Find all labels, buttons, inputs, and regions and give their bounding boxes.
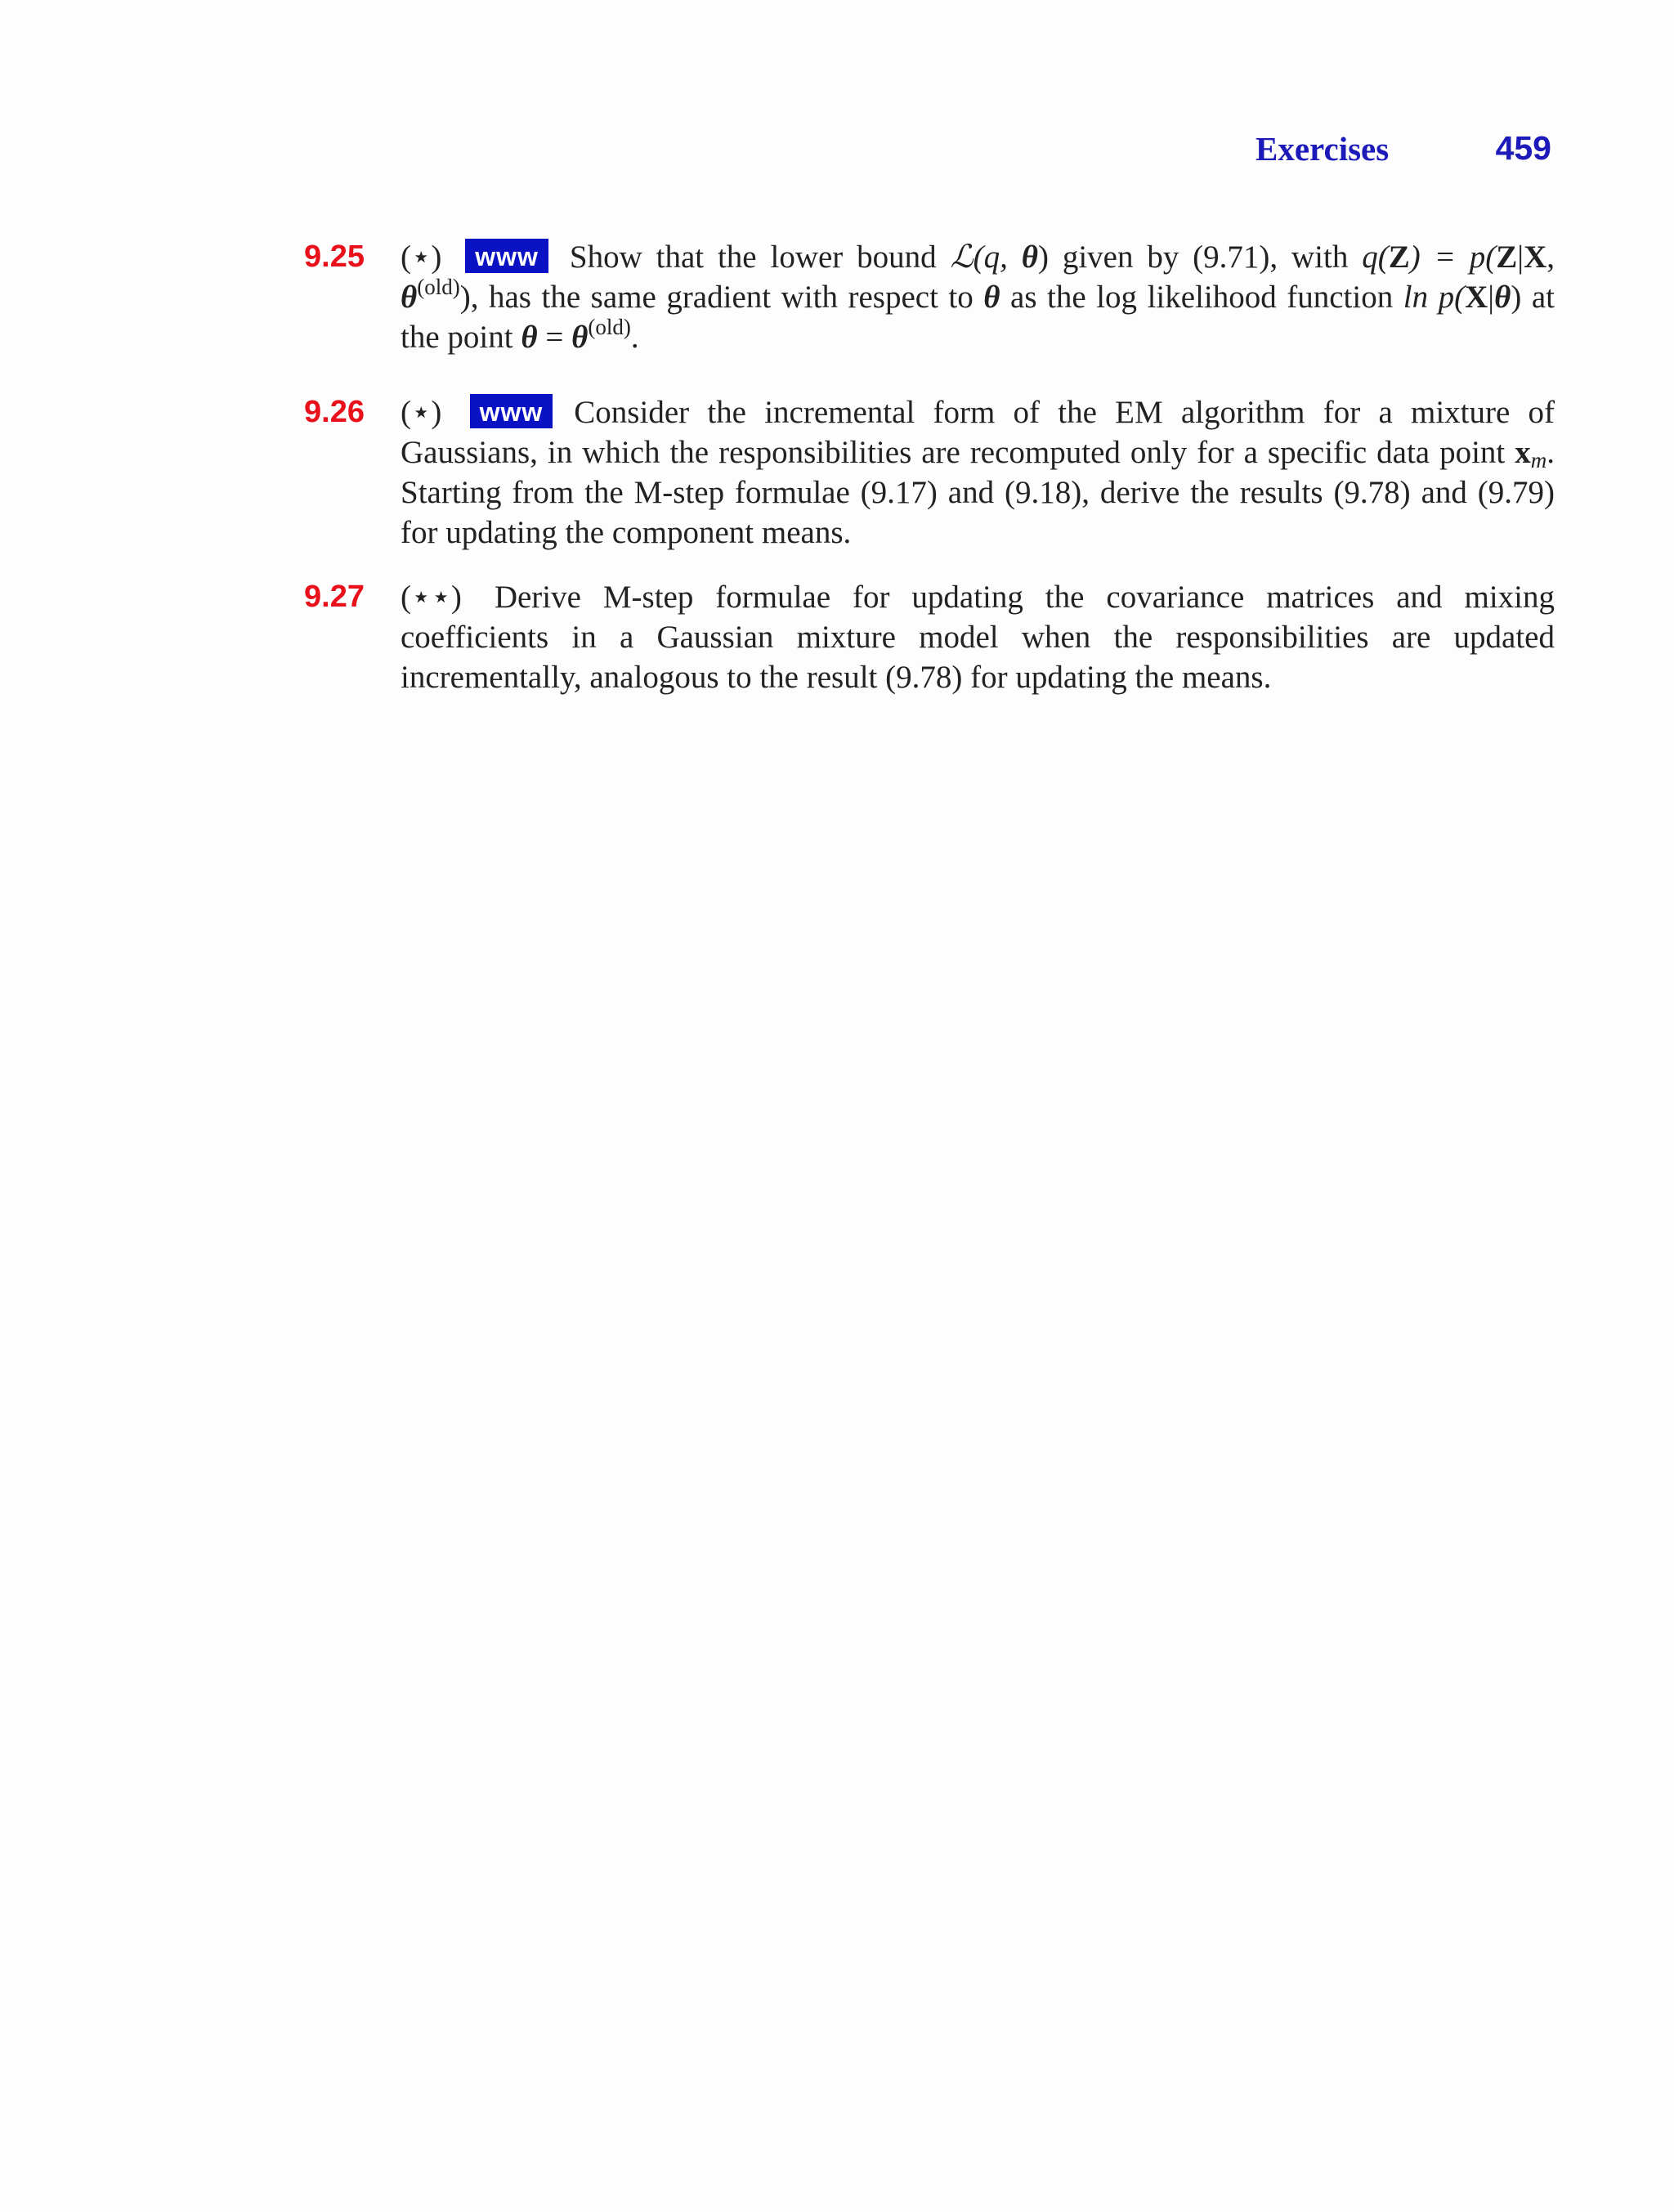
running-head bbox=[0, 129, 1674, 175]
difficulty-marker: (⋆) bbox=[401, 240, 442, 275]
exercise-number: 9.26 bbox=[304, 395, 365, 429]
section-title: Exercises bbox=[1256, 130, 1390, 168]
difficulty-marker: (⋆) bbox=[401, 395, 442, 430]
exercise-text: (⋆⋆) Derive M-step formulae for updating the covariance matrices and mixing coefficients in a Gaussian mixture model when the responsibilities are updated incrementally, analogous to the result (9.78) for updating the means. bbox=[401, 580, 1555, 695]
exercise-text: (⋆) www Consider the incremental form of the EM algorithm for a mixture of Gaussians, in which the responsibilities are recomputed only for a specific data point $x_m$. Starting from the M-step formulae (9.17) and (9.18), derive the results (9.78) and (9.79) for updating the component means. bbox=[401, 395, 1555, 550]
exercise-number: 9.25 bbox=[304, 240, 365, 274]
www-badge[interactable]: www bbox=[470, 394, 553, 428]
exercise-text: (⋆) www Show that the lower bound ℒ(q, θ) given by (9.71), with q(Z) = p(Z|X, $\theta^{(old)}$), has the same gradient with respect to θ as the log likelihood function ln p(X|θ) at the point $\theta = \theta^{(old)}$. bbox=[401, 239, 1555, 355]
exercise-number: 9.27 bbox=[304, 580, 365, 614]
difficulty-marker: (⋆⋆) bbox=[401, 580, 462, 615]
page-number: 459 bbox=[1495, 129, 1551, 167]
www-badge[interactable]: www bbox=[465, 239, 548, 273]
